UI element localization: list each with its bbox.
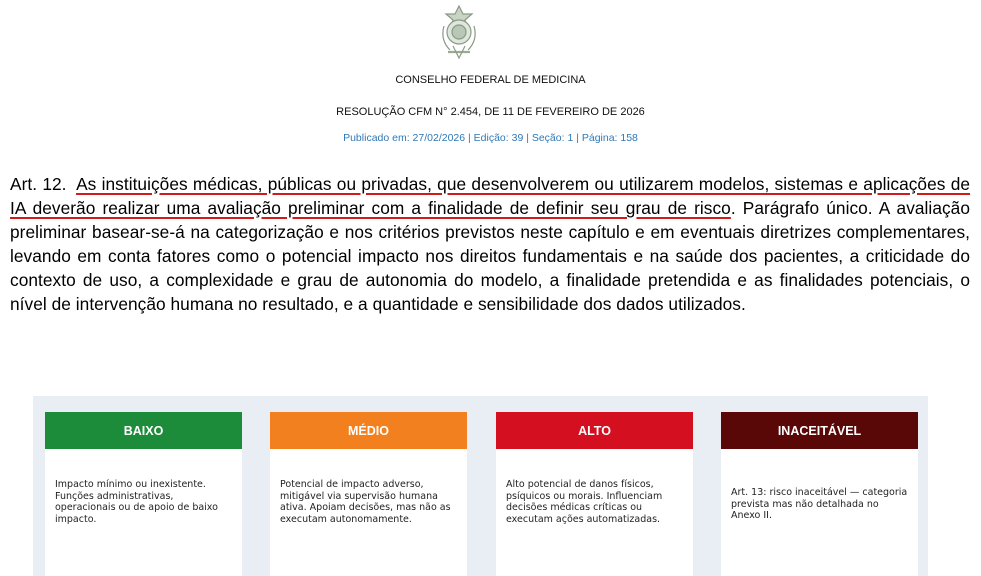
risk-card-description: Alto potencial de danos físicos, psíquicos ou morais. Influenciam decisões médicas críticas ou executam ações automatizadas. (506, 479, 663, 525)
risk-card-alto (496, 412, 693, 576)
article-body-text: . Parágrafo único. A avaliação preliminar basear-se-á na categorização e nos critérios previstos neste capítulo e em eventuais diretrizes complementares, levando em conta fatores como o potencial impacto nos direitos fundamentais e na saúde dos pacientes, a criticidade do contexto de uso, a complexidade e grau de autonomia do modelo, a finalidade pretendida e as finalidades potenciais, o nível de intervenção humana no resultado, e a quantidade e sensibilidade dos dados utilizados. (10, 198, 970, 314)
article-12-text (10, 172, 970, 316)
risk-card-title: INACEITÁVEL (721, 412, 918, 449)
article-number: Art. 12. (10, 174, 67, 194)
risk-card-title: MÉDIO (270, 412, 467, 449)
publication-info: Publicado em: 27/02/2026 | Edição: 39 | Seção: 1 | Página: 158 (343, 132, 638, 144)
risk-card-inaceitavel (721, 412, 918, 576)
organization-name: CONSELHO FEDERAL DE MEDICINA (395, 74, 586, 86)
risk-card-title: ALTO (496, 412, 693, 449)
risk-card-description: Potencial de impacto adverso, mitigável via supervisão humana ativa. Apoiam decisões, mas não as executam autonomamente. (280, 479, 451, 525)
risk-card-medio (270, 412, 467, 576)
risk-card-baixo (45, 412, 242, 576)
coat-of-arms-seal (436, 2, 482, 62)
risk-card-description: Art. 13: risco inaceitável — categoria prevista mas não detalhada no Anexo II. (731, 487, 908, 521)
risk-card-title: BAIXO (45, 412, 242, 449)
article-highlighted-text: As instituições médicas, públicas ou privadas, que desenvolverem ou utilizarem modelos, sistemas e aplicações de IA deverão realizar uma avaliação preliminar com a finalidade de definir seu grau de risco (10, 174, 971, 218)
risk-card-description: Impacto mínimo ou inexistente. Funções administrativas, operacionais ou de apoio de baixo impacto. (55, 479, 218, 525)
resolution-title: RESOLUÇÃO CFM N° 2.454, DE 11 DE FEVEREIRO DE 2026 (336, 106, 645, 118)
